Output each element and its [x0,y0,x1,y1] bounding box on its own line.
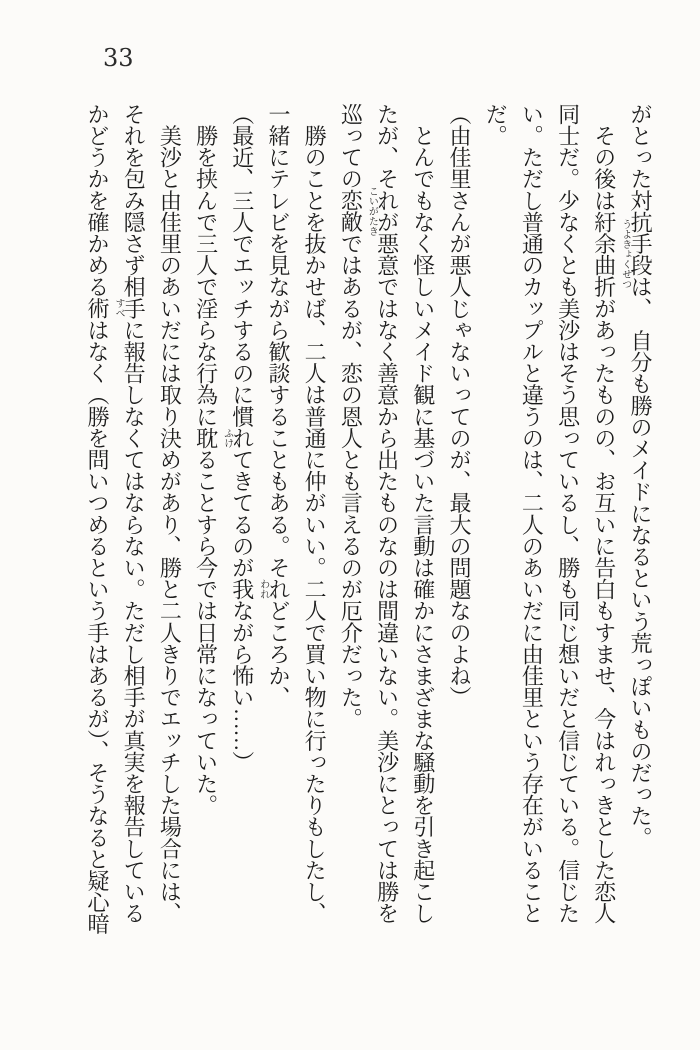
text-line: 一緒にテレビを見ながら歓談することもある。それどころか、 [265,103,291,708]
text-line: それを包み隠さず相手に報告しなくてはならない。ただし相手が真実を報告している [121,103,147,924]
text-line: （由佳里さんが悪人じゃないってのが、最大の問題なのよね） [446,103,472,708]
text-line: 勝を挟んで三人で淫らな行為に耽 ふけ ることすら今では日常になっていた。 [193,103,233,816]
ruby-base: 我 われ [229,578,269,600]
ruby-base: 恋敵 こいがたき [338,186,378,236]
ruby-base: 紆余曲折 うよきょくせつ [591,211,631,298]
text-line: だ。 [483,103,509,147]
text-line: がとった対抗手段は、 自分も勝のメイドになるという荒っぽいものだった。 [628,103,653,849]
text-line: その後は紆余曲折 うよきょくせつ があったものの、お互いに告白もすませ、今はれっきとした恋人 [591,103,631,924]
text-line: 勝のことを抜かせば、二人は普通に仲がいい。二人で買い物に行ったりもしたし、 [302,103,328,924]
ruby-base: 耽 ふけ [193,427,233,449]
page-number: 33 [103,44,134,72]
furigana-annotation: われ [257,579,269,599]
furigana-annotation: うよきょくせつ [619,219,631,290]
text-line: たが、それが悪意ではなく善意から出たものなのは間違いない。美沙にとっては勝を [374,103,400,924]
text-line: かどうかを確かめる術 すべ はなく（勝を問いつめるという手はあるが）、そうなると疑心暗 [84,103,124,935]
furigana-annotation: ふけ [221,427,233,448]
text-line: とんでもなく怪しいメイド観に基づいた言動は確かにさまざまな騒動を引き起こし [410,103,436,924]
text-line: い。ただし普通のカップルと違うのは、二人のあいだに由佳里という存在がいること [519,103,545,924]
ruby-base: 術 すべ [84,297,124,320]
furigana-annotation: すべ [112,298,124,319]
furigana-annotation: こいがたき [366,186,378,236]
body-text [76,103,658,969]
text-line: 美沙と由佳里のあいだには取り決めがあり、勝と二人きりでエッチした場合には、 [157,103,183,924]
text-line: （最近、三人でエッチするのに慣れてきてるのが我 われ ながら怖い……） [229,103,269,773]
text-line: 巡っての恋敵 こいがたき ではあるが、恋の恩人とも言えるのが厄介だった。 [338,103,378,730]
text-line: 同士だ。少なくとも美沙はそう思っているし、勝も同じ想いだと信じている。信じた [555,103,581,924]
